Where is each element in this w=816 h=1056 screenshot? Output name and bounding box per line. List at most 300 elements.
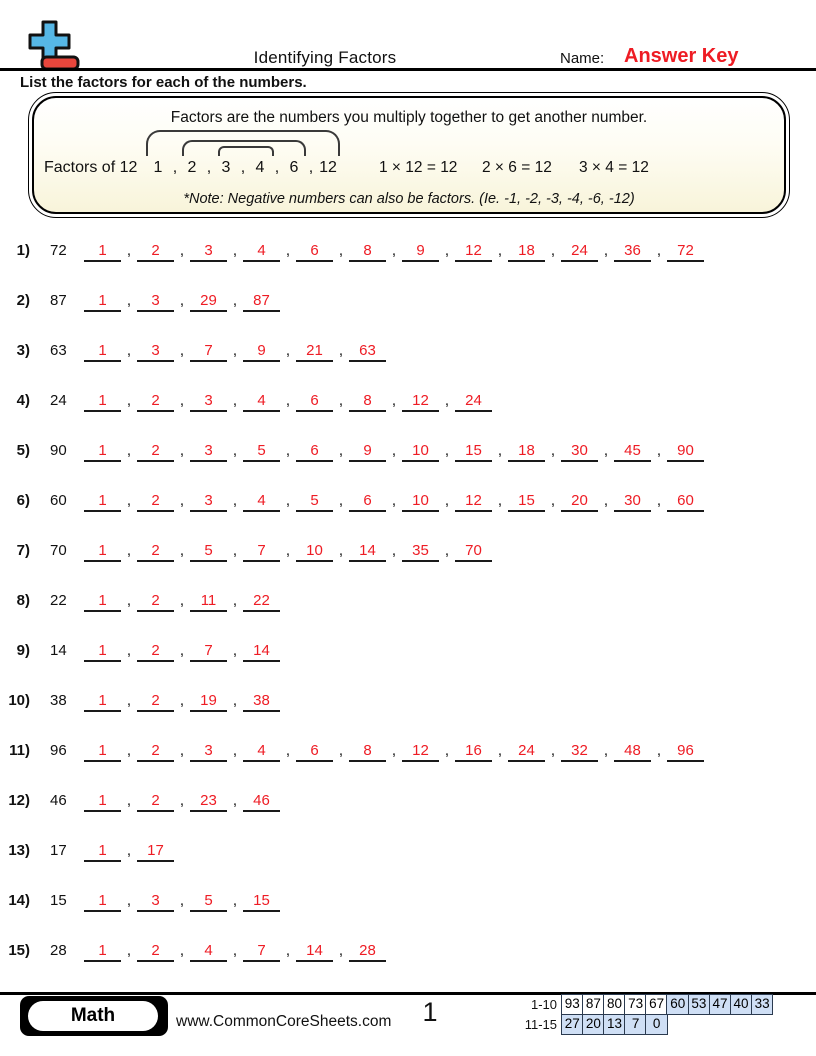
comma-separator: , (179, 342, 185, 359)
comma-separator: , (497, 492, 503, 509)
answer-blank: 2 (137, 242, 174, 262)
answer-blank: 1 (84, 742, 121, 762)
comma-separator: , (126, 942, 132, 959)
problem-number: 8) (16, 592, 30, 609)
answer-blank: 7 (243, 542, 280, 562)
comma-separator: , (338, 492, 344, 509)
factor-pair-arc-3-4 (218, 146, 274, 156)
comma-separator: , (232, 942, 238, 959)
answer-blank: 7 (190, 342, 227, 362)
answer-blank: 1 (84, 942, 121, 962)
comma-separator: , (338, 342, 344, 359)
problem-value: 90 (50, 442, 67, 459)
comma-separator: , (126, 442, 132, 459)
comma-separator: , (126, 392, 132, 409)
comma-separator: , (550, 742, 556, 759)
answer-blank: 15 (508, 492, 545, 512)
comma-separator: , (179, 292, 185, 309)
comma-separator: , (550, 242, 556, 259)
answer-list (84, 392, 492, 412)
problem-row (0, 874, 816, 924)
score-cell: 33 (751, 994, 774, 1015)
answer-blank: 45 (614, 442, 651, 462)
comma-separator: , (444, 742, 450, 759)
answer-blank: 17 (137, 842, 174, 862)
answer-blank: 1 (84, 692, 121, 712)
answer-blank: 90 (667, 442, 704, 462)
comma-separator: , (232, 592, 238, 609)
problem-value: 38 (50, 692, 67, 709)
example-label: Factors of 12 (44, 159, 138, 176)
problem-row (0, 324, 816, 374)
answer-blank: 48 (614, 742, 651, 762)
comma-separator: , (179, 892, 185, 909)
problem-row (0, 824, 816, 874)
answer-blank: 12 (455, 492, 492, 512)
comma-separator: , (179, 392, 185, 409)
comma-separator: , (285, 442, 291, 459)
answer-blank: 2 (137, 942, 174, 962)
comma-separator: , (603, 442, 609, 459)
comma-separator: , (126, 692, 132, 709)
comma-separator: , (274, 159, 280, 176)
score-row (505, 994, 773, 1015)
problem-number: 11) (9, 742, 30, 759)
comma-separator: , (232, 342, 238, 359)
comma-separator: , (338, 942, 344, 959)
answer-blank: 1 (84, 892, 121, 912)
comma-separator: , (444, 442, 450, 459)
comma-separator: , (285, 542, 291, 559)
example-factor: 12 (319, 159, 337, 176)
answer-blank: 60 (667, 492, 704, 512)
comma-separator: , (338, 542, 344, 559)
answer-blank: 7 (243, 942, 280, 962)
answer-blank: 2 (137, 592, 174, 612)
problem-row (0, 524, 816, 574)
answer-blank: 3 (190, 492, 227, 512)
answer-blank: 20 (561, 492, 598, 512)
score-cell: 87 (582, 994, 605, 1015)
answer-blank: 1 (84, 292, 121, 312)
score-row (505, 1014, 773, 1035)
score-row-label: 1-10 (530, 997, 557, 1012)
comma-separator: , (285, 742, 291, 759)
example-factor: 2 (187, 159, 197, 176)
answer-blank: 21 (296, 342, 333, 362)
problem-value: 22 (50, 592, 67, 609)
answer-blank: 2 (137, 442, 174, 462)
comma-separator: , (232, 492, 238, 509)
comma-separator: , (240, 159, 246, 176)
comma-separator: , (179, 492, 185, 509)
comma-separator: , (232, 442, 238, 459)
comma-separator: , (232, 542, 238, 559)
page-number: 1 (422, 997, 438, 1027)
problem-value: 28 (50, 942, 67, 959)
comma-separator: , (285, 342, 291, 359)
answer-blank: 6 (296, 392, 333, 412)
comma-separator: , (232, 242, 238, 259)
answer-blank: 22 (243, 592, 280, 612)
comma-separator: , (603, 492, 609, 509)
answer-blank: 9 (349, 442, 386, 462)
comma-separator: , (391, 742, 397, 759)
answer-blank: 7 (190, 642, 227, 662)
answer-blank: 70 (455, 542, 492, 562)
problem-value: 14 (50, 642, 67, 659)
answer-blank: 10 (402, 492, 439, 512)
answer-blank: 24 (455, 392, 492, 412)
problem-row (0, 474, 816, 524)
comma-separator: , (603, 242, 609, 259)
problem-number: 10) (8, 692, 30, 709)
comma-separator: , (126, 642, 132, 659)
answer-blank: 18 (508, 242, 545, 262)
comma-separator: , (497, 442, 503, 459)
subject-badge (20, 996, 168, 1036)
problem-number: 12) (8, 792, 30, 809)
comma-separator: , (206, 159, 212, 176)
answer-blank: 3 (137, 892, 174, 912)
answer-blank: 2 (137, 392, 174, 412)
website-text: www.CommonCoreSheets.com (176, 1013, 392, 1030)
answer-blank: 1 (84, 542, 121, 562)
problems-list (0, 224, 816, 974)
instruction-text: List the factors for each of the numbers. (20, 74, 307, 91)
answer-blank: 3 (190, 242, 227, 262)
answer-list (84, 442, 704, 462)
comma-separator: , (285, 392, 291, 409)
answer-blank: 12 (402, 392, 439, 412)
problem-number: 9) (16, 642, 30, 659)
comma-separator: , (656, 742, 662, 759)
answer-list (84, 792, 280, 812)
comma-separator: , (391, 392, 397, 409)
problem-row (0, 574, 816, 624)
comma-separator: , (232, 692, 238, 709)
problem-row (0, 724, 816, 774)
comma-separator: , (126, 892, 132, 909)
answer-blank: 96 (667, 742, 704, 762)
comma-separator: , (126, 842, 132, 859)
comma-separator: , (126, 792, 132, 809)
answer-blank: 46 (243, 792, 280, 812)
answer-blank: 1 (84, 792, 121, 812)
answer-blank: 4 (190, 942, 227, 962)
problem-number: 2) (16, 292, 30, 309)
score-cell: 13 (603, 1014, 626, 1035)
answer-blank: 1 (84, 842, 121, 862)
answer-list (84, 642, 280, 662)
problem-number: 1) (16, 242, 30, 259)
answer-blank: 1 (84, 492, 121, 512)
problem-number: 13) (8, 842, 30, 859)
answer-blank: 5 (190, 542, 227, 562)
answer-blank: 16 (455, 742, 492, 762)
comma-separator: , (232, 292, 238, 309)
answer-blank: 29 (190, 292, 227, 312)
answer-blank: 11 (190, 592, 227, 612)
comma-separator: , (497, 242, 503, 259)
score-cell: 60 (666, 994, 689, 1015)
answer-blank: 87 (243, 292, 280, 312)
problem-number: 14) (8, 892, 30, 909)
problem-value: 17 (50, 842, 67, 859)
comma-separator: , (232, 742, 238, 759)
problem-row (0, 274, 816, 324)
answer-blank: 9 (402, 242, 439, 262)
page-title: Identifying Factors (253, 48, 397, 67)
example-box (28, 92, 790, 218)
answer-blank: 2 (137, 642, 174, 662)
answer-blank: 18 (508, 442, 545, 462)
problem-row (0, 224, 816, 274)
answer-blank: 1 (84, 342, 121, 362)
comma-separator: , (126, 242, 132, 259)
answer-blank: 19 (190, 692, 227, 712)
answer-blank: 14 (349, 542, 386, 562)
answer-list (84, 742, 704, 762)
answer-blank: 8 (349, 242, 386, 262)
problem-row (0, 674, 816, 724)
answer-list (84, 692, 280, 712)
comma-separator: , (179, 792, 185, 809)
name-label: Name: (560, 50, 605, 67)
score-row-label: 11-15 (524, 1016, 557, 1032)
comma-separator: , (232, 792, 238, 809)
comma-separator: , (179, 942, 185, 959)
comma-separator: , (338, 242, 344, 259)
comma-separator: , (179, 442, 185, 459)
problem-value: 46 (50, 792, 67, 809)
problem-row (0, 374, 816, 424)
problem-value: 63 (50, 342, 67, 359)
answer-blank: 14 (243, 642, 280, 662)
problem-number: 5) (16, 442, 30, 459)
problem-value: 15 (50, 892, 67, 909)
comma-separator: , (232, 642, 238, 659)
answer-blank: 1 (84, 642, 121, 662)
problem-number: 3) (16, 342, 30, 359)
problem-number: 15) (8, 942, 30, 959)
example-factor: 1 (153, 159, 163, 176)
comma-separator: , (603, 742, 609, 759)
comma-separator: , (232, 392, 238, 409)
answer-list (84, 342, 386, 362)
problem-row (0, 424, 816, 474)
comma-separator: , (285, 942, 291, 959)
answer-list (84, 542, 492, 562)
example-factor: 6 (289, 159, 299, 176)
score-cell: 80 (603, 994, 626, 1015)
comma-separator: , (338, 392, 344, 409)
example-factor: 3 (221, 159, 231, 176)
answer-blank: 5 (190, 892, 227, 912)
example-factors-list (146, 159, 340, 177)
comma-separator: , (126, 592, 132, 609)
answer-blank: 12 (455, 242, 492, 262)
problem-value: 72 (50, 242, 67, 259)
answer-blank: 6 (296, 742, 333, 762)
comma-separator: , (656, 492, 662, 509)
comma-separator: , (126, 492, 132, 509)
answer-blank: 10 (402, 442, 439, 462)
comma-separator: , (656, 442, 662, 459)
score-cell: 20 (582, 1014, 605, 1035)
answer-blank: 36 (614, 242, 651, 262)
problem-number: 6) (16, 492, 30, 509)
comma-separator: , (391, 542, 397, 559)
problem-row (0, 774, 816, 824)
problem-value: 70 (50, 542, 67, 559)
comma-separator: , (444, 392, 450, 409)
answer-blank: 9 (243, 342, 280, 362)
answer-blank: 63 (349, 342, 386, 362)
answer-list (84, 942, 386, 962)
example-equation-3: 3 × 4 = 12 (579, 159, 649, 176)
answer-blank: 32 (561, 742, 598, 762)
comma-separator: , (550, 442, 556, 459)
example-factor: 4 (255, 159, 265, 176)
answer-blank: 1 (84, 592, 121, 612)
comma-separator: , (391, 242, 397, 259)
answer-blank: 24 (508, 742, 545, 762)
answer-blank: 15 (455, 442, 492, 462)
name-value: Answer Key (624, 45, 739, 67)
comma-separator: , (179, 742, 185, 759)
answer-blank: 1 (84, 242, 121, 262)
answer-list (84, 842, 174, 862)
comma-separator: , (126, 342, 132, 359)
answer-list (84, 292, 280, 312)
score-cell: 40 (730, 994, 753, 1015)
comma-separator: , (126, 742, 132, 759)
answer-blank: 2 (137, 692, 174, 712)
problem-row (0, 924, 816, 974)
problem-row (0, 624, 816, 674)
comma-separator: , (285, 492, 291, 509)
comma-separator: , (179, 592, 185, 609)
answer-list (84, 892, 280, 912)
comma-separator: , (497, 742, 503, 759)
answer-blank: 38 (243, 692, 280, 712)
answer-blank: 72 (667, 242, 704, 262)
comma-separator: , (444, 492, 450, 509)
comma-separator: , (656, 242, 662, 259)
plus-icon (30, 22, 69, 61)
answer-blank: 12 (402, 742, 439, 762)
problem-number: 4) (16, 392, 30, 409)
example-note: *Note: Negative numbers can also be factors. (Ie. -1, -2, -3, -4, -6, -12) (183, 191, 635, 207)
comma-separator: , (172, 159, 178, 176)
example-equation-2: 2 × 6 = 12 (482, 159, 552, 176)
comma-separator: , (126, 292, 132, 309)
answer-blank: 15 (243, 892, 280, 912)
answer-blank: 2 (137, 492, 174, 512)
example-definition: Factors are the numbers you multiply together to get another number. (170, 109, 648, 126)
answer-blank: 10 (296, 542, 333, 562)
comma-separator: , (391, 442, 397, 459)
comma-separator: , (550, 492, 556, 509)
subject-badge-label: Math (28, 1001, 158, 1031)
score-cell: 7 (624, 1014, 647, 1035)
example-box-inner (32, 96, 786, 214)
comma-separator: , (179, 642, 185, 659)
answer-list (84, 492, 704, 512)
comma-separator: , (444, 542, 450, 559)
answer-list (84, 592, 280, 612)
answer-blank: 35 (402, 542, 439, 562)
comma-separator: , (179, 542, 185, 559)
comma-separator: , (285, 242, 291, 259)
comma-separator: , (179, 692, 185, 709)
comma-separator: , (232, 892, 238, 909)
comma-separator: , (338, 442, 344, 459)
answer-blank: 3 (190, 392, 227, 412)
comma-separator: , (444, 242, 450, 259)
answer-blank: 4 (243, 392, 280, 412)
problem-value: 87 (50, 292, 67, 309)
answer-blank: 14 (296, 942, 333, 962)
score-cell: 53 (688, 994, 711, 1015)
answer-blank: 24 (561, 242, 598, 262)
answer-blank: 3 (137, 342, 174, 362)
answer-blank: 2 (137, 542, 174, 562)
answer-blank: 6 (349, 492, 386, 512)
logo-svg (26, 20, 82, 72)
score-cell: 47 (709, 994, 732, 1015)
answer-blank: 8 (349, 742, 386, 762)
score-cell: 93 (561, 994, 584, 1015)
answer-blank: 4 (243, 242, 280, 262)
answer-blank: 8 (349, 392, 386, 412)
answer-blank: 5 (243, 442, 280, 462)
problem-value: 60 (50, 492, 67, 509)
score-cell: 73 (624, 994, 647, 1015)
comma-separator: , (179, 242, 185, 259)
score-cell: 27 (561, 1014, 584, 1035)
answer-blank: 3 (137, 292, 174, 312)
answer-blank: 28 (349, 942, 386, 962)
answer-blank: 6 (296, 242, 333, 262)
answer-blank: 3 (190, 742, 227, 762)
comma-separator: , (308, 159, 314, 176)
answer-blank: 2 (137, 742, 174, 762)
score-cell: 67 (645, 994, 668, 1015)
answer-blank: 2 (137, 792, 174, 812)
answer-blank: 4 (243, 492, 280, 512)
answer-blank: 30 (614, 492, 651, 512)
answer-list (84, 242, 704, 262)
problem-value: 24 (50, 392, 67, 409)
answer-blank: 1 (84, 442, 121, 462)
answer-blank: 6 (296, 442, 333, 462)
answer-blank: 5 (296, 492, 333, 512)
header-rule (0, 68, 816, 71)
answer-blank: 1 (84, 392, 121, 412)
answer-blank: 30 (561, 442, 598, 462)
problem-value: 96 (50, 742, 67, 759)
comma-separator: , (126, 542, 132, 559)
problem-number: 7) (16, 542, 30, 559)
score-cell: 0 (645, 1014, 668, 1035)
answer-blank: 3 (190, 442, 227, 462)
comma-separator: , (391, 492, 397, 509)
comma-separator: , (338, 742, 344, 759)
answer-blank: 4 (243, 742, 280, 762)
example-equation-1: 1 × 12 = 12 (379, 159, 458, 176)
